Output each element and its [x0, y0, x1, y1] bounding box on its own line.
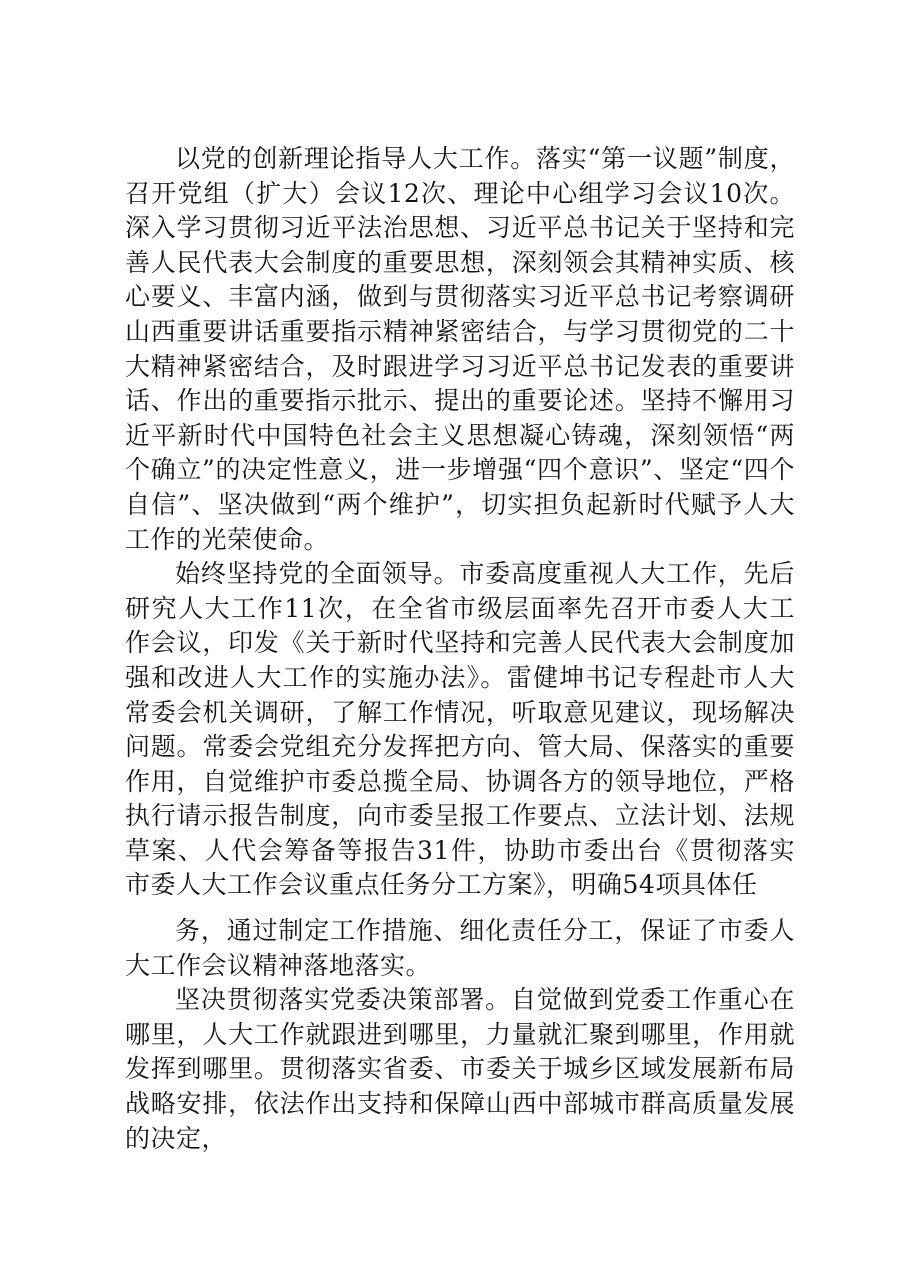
paragraph-decision-deployment: 坚决贯彻落实党委决策部署。自觉做到党委工作重心在哪里，人大工作就跟进到哪里，力量就汇聚到哪里，作用就发挥到哪里。贯彻落实省委、市委关于城乡区域发展新布局战略安排，依法作出支持和保障山西中部城市群高质量发展的决定，	[125, 985, 795, 1153]
text-block-upper	[125, 142, 795, 903]
paragraph-party-leadership: 始终坚持党的全面领导。市委高度重视人大工作，先后研究人大工作11次，在全省市级层面率先召开市委人大工作会议，印发《关于新时代坚持和完善人民代表大会制度加强和改进人大工作的实施办法》。雷健坤书记专程赴市人大常委会机关调研，了解工作情况，听取意见建议，现场解决问题。常委会党组充分发挥把方向、管大局、保落实的重要作用，自觉维护市委总揽全局、协调各方的领导地位，严格执行请示报告制度，向市委呈报工作要点、立法计划、法规草案、人代会筹备等报告31件，协助市委出台《贯彻落实市委人大工作会议重点任务分工方案》，明确54项具体任	[125, 559, 795, 900]
paragraph-continuation: 务，通过制定工作措施、细化责任分工，保证了市委人大工作会议精神落地落实。	[125, 916, 795, 980]
text-block-lower	[125, 914, 795, 1156]
paragraph-theory-guidance: 以党的创新理论指导人大工作。落实“第一议题”制度，召开党组（扩大）会议12次、理论中心组学习会议10次。深入学习贯彻习近平法治思想、习近平总书记关于坚持和完善人民代表大会制度的重要思想，深刻领会其精神实质、核心要义、丰富内涵，做到与贯彻落实习近平总书记考察调研山西重要讲话重要指示精神紧密结合，与学习贯彻党的二十大精神紧密结合，及时跟进学习习近平总书记发表的重要讲话、作出的重要指示批示、提出的重要论述。坚持不懈用习近平新时代中国特色社会主义思想凝心铸魂，深刻领悟“两个确立”的决定性意义，进一步增强“四个意识”、坚定“四个自信”、坚决做到“两个维护”，切实担负起新时代赋予人大工作的光荣使命。	[125, 144, 795, 554]
